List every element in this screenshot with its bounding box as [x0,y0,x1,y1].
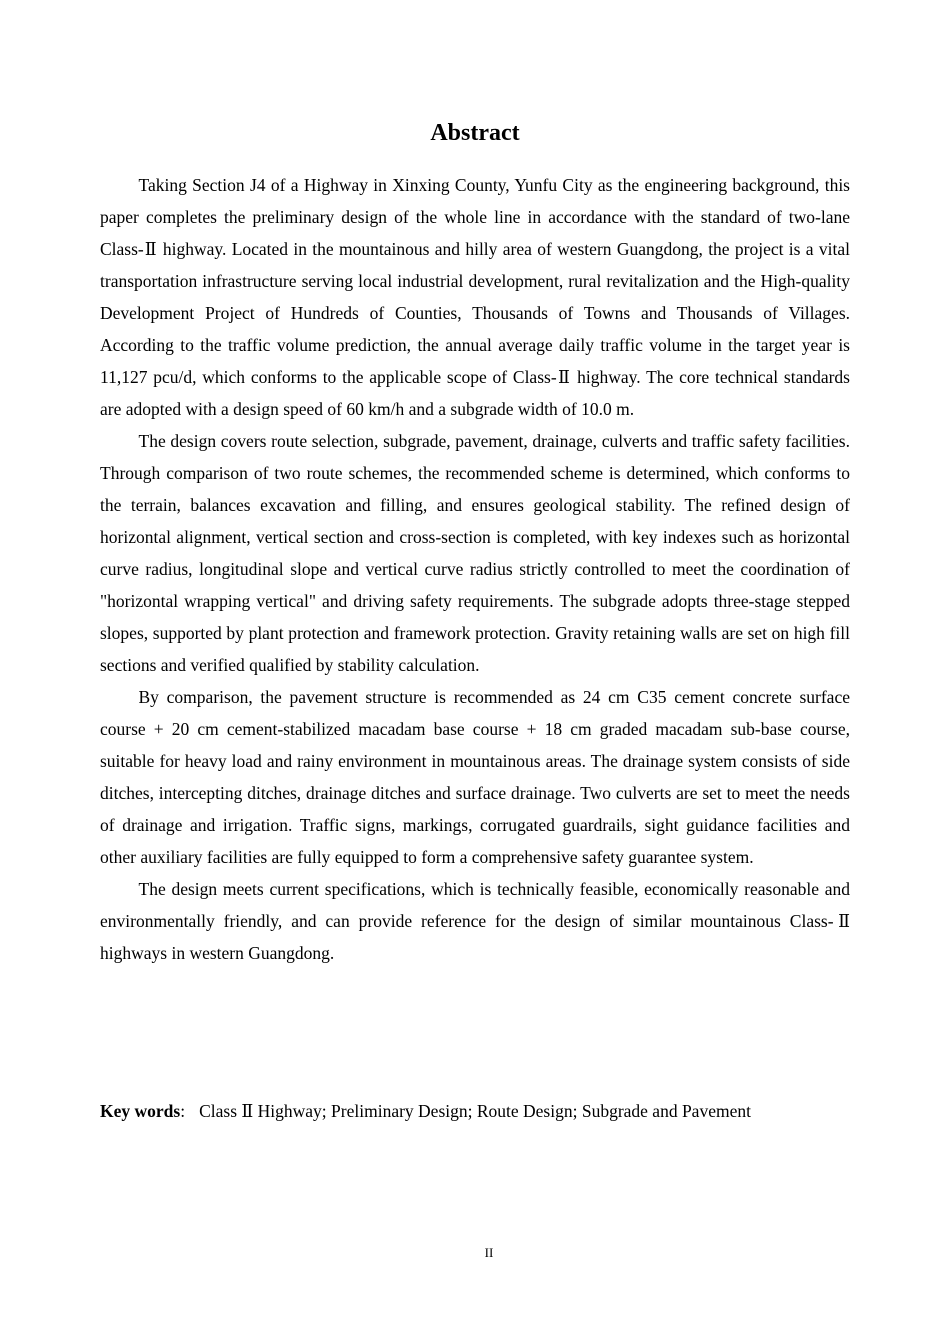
abstract-paragraph-1: Taking Section J4 of a Highway in Xinxing County, Yunfu City as the engineering background, this paper completes the preliminary design of the whole line in accordance with the standard of two-lane Class-Ⅱ highway. Located in the mountainous and hilly area of western Guangdong, the project is a vital transportation infrastructure serving local industrial development, rural revitalization and the High-quality Development Project of Hundreds of Counties, Thousands of Towns and Thousands of Villages. According to the traffic volume prediction, the annual average daily traffic volume in the target year is 11,127 pcu/d, which conforms to the applicable scope of Class-Ⅱ highway. The core technical standards are adopted with a design speed of 60 km/h and a subgrade width of 10.0 m. [100,175,850,419]
abstract-paragraph-2: The design covers route selection, subgrade, pavement, drainage, culverts and traffic safety facilities. Through comparison of two route schemes, the recommended scheme is determined, which conforms to the terrain, balances excavation and filling, and ensures geological stability. The refined design of horizontal alignment, vertical section and cross-section is completed, with key indexes such as horizontal curve radius, longitudinal slope and vertical curve radius strictly controlled to meet the coordination of "horizontal wrapping vertical" and driving safety requirements. The subgrade adopts three-stage stepped slopes, supported by plant protection and framework protection. Gravity retaining walls are set on high fill sections and verified qualified by stability calculation. [100,431,850,675]
keywords-separator: : [180,1101,186,1121]
abstract-paragraph-3: By comparison, the pavement structure is recommended as 24 cm C35 cement concrete surface course + 20 cm cement-stabilized macadam base course + 18 cm graded macadam sub-base course, suitable for heavy load and rainy environment in mountainous areas. The drainage system consists of side ditches, intercepting ditches, drainage ditches and surface drainage. Two culverts are set to meet the needs of drainage and irrigation. Traffic signs, markings, corrugated guardrails, sight guidance facilities and other auxiliary facilities are fully equipped to form a comprehensive safety guarantee system. [100,687,850,867]
abstract-paragraph-4: The design meets current specifications, which is technically feasible, economically reasonable and environmentally friendly, and can provide reference for the design of similar mountainous Class-Ⅱ highways in western Guangdong. [100,879,850,963]
keywords-line [100,1095,860,1127]
keywords-label: Key words [100,1101,181,1121]
keywords-text: Class Ⅱ Highway; Preliminary Design; Route Design; Subgrade and Pavement [199,1101,751,1121]
abstract-body [100,169,850,969]
page-title: Abstract [430,120,520,146]
page-number: II [484,1245,494,1260]
